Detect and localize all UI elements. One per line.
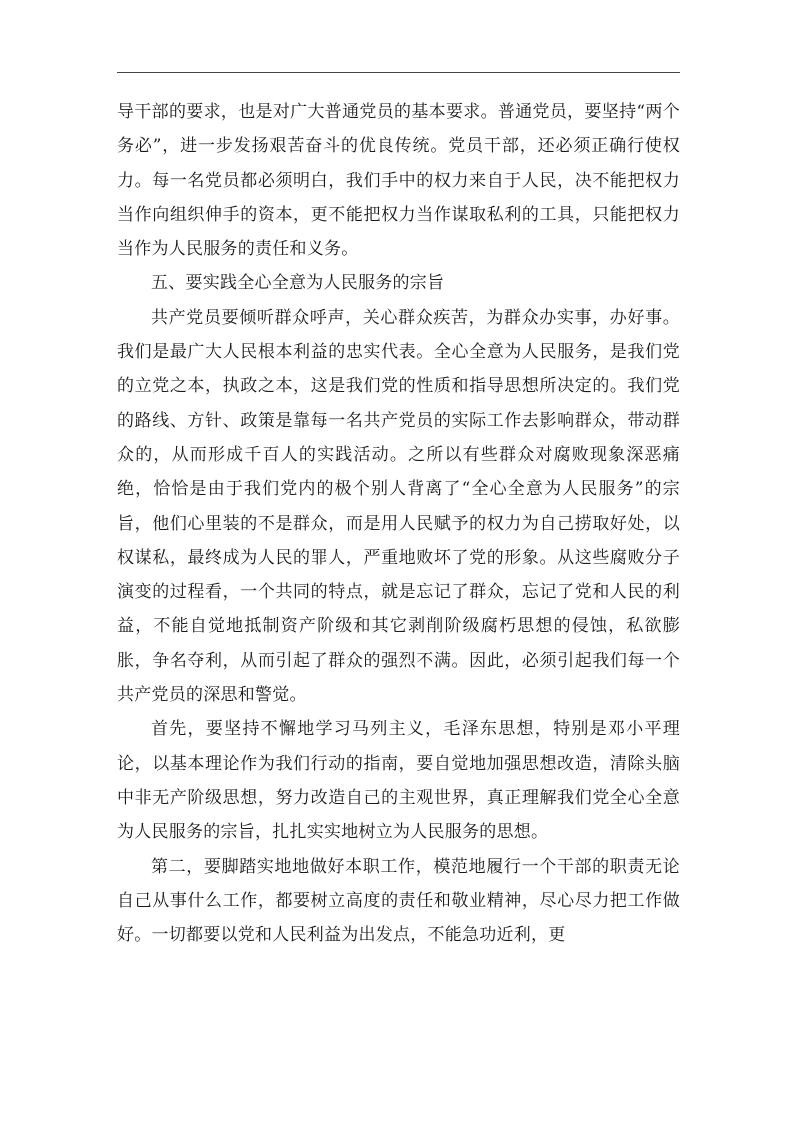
document-body [117,95,680,952]
paragraph: 第二，要脚踏实地地做好本职工作，模范地履行一个干部的职责无论自己从事什么工作，都要树立高度的责任和敬业精神，尽心尽力把工作做好。一切都要以党和人民利益为出发点，不能急功近利，更 [117,856,680,946]
paragraph: 共产党员要倾听群众呼声，关心群众疾苦，为群众办实事，办好事。我们是最广大人民根本利益的忠实代表。全心全意为人民服务，是我们党的立党之本，执政之本，这是我们党的性质和指导思想所决定的。我们党的路线、方针、政策是靠每一名共产党员的实际工作去影响群众，带动群众的，从而形成千百人的实践活动。之所以有些群众对腐败现象深恶痛绝，恰恰是由于我们党内的极个别人背离了“全心全意为人民服务”的宗旨，他们心里装的不是群众，而是用人民赋予的权力为自己捞取好处，以权谋私，最终成为人民的罪人，严重地败坏了党的形象。从这些腐败分子演变的过程看，一个共同的特点，就是忘记了群众，忘记了党和人民的利益，不能自觉地抵制资产阶级和其它剥削阶级腐朽思想的侵蚀，私欲膨胀，争名夺利，从而引起了群众的强烈不满。因此，必须引起我们每一个共产党员的深思和警觉。 [117,307,680,706]
section-heading: 五、要实践全心全意为人民服务的宗旨 [151,273,445,294]
paragraph: 首先，要坚持不懈地学习马列主义，毛泽东思想，特别是邓小平理论，以基本理论作为我们行动的指南，要自觉地加强思想改造，清除头脑中非无产阶级思想，努力改造自己的主观世界，真正理解我们党全心全意为人民服务的宗旨，扎扎实实地树立为人民服务的思想。 [117,719,680,843]
header-rule [117,72,680,73]
paragraph-continuation: 导干部的要求，也是对广大普通党员的基本要求。普通党员，要坚持“两个务必”，进一步发扬艰苦奋斗的优良传统。党员干部，还必须正确行使权力。每一名党员都必须明白，我们手中的权力来自于人民，决不能把权力当作向组织伸手的资本，更不能把权力当作谋取私利的工具，只能把权力当作为人民服务的责任和义务。 [117,102,680,260]
